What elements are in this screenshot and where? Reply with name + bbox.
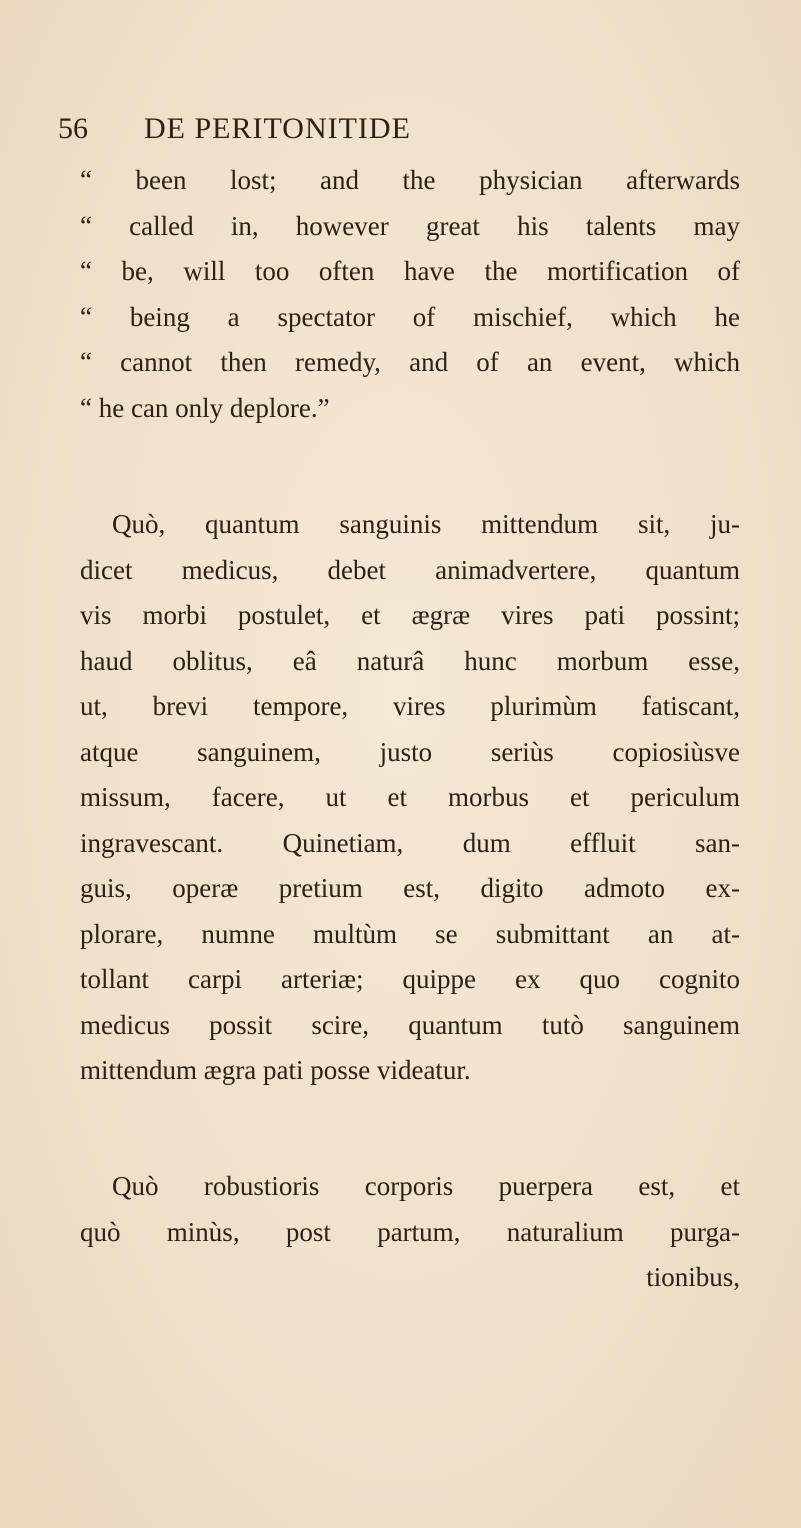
paragraph-line: ut, brevi tempore, vires plurimùm fatiscant, bbox=[80, 691, 740, 721]
paragraph-line: mittendum ægra pati posse videatur. bbox=[80, 1055, 471, 1085]
paragraph-line: Quò robustioris corporis puerpera est, et bbox=[112, 1171, 740, 1201]
catchword-line: tionibus, bbox=[646, 1262, 740, 1292]
paragraph-line: dicet medicus, debet animadvertere, quantum bbox=[80, 554, 740, 585]
quote-line: “ called in, however great his talents may bbox=[80, 210, 740, 241]
paragraph-1 bbox=[80, 502, 740, 1094]
quote-line: “ be, will too often have the mortification of bbox=[80, 256, 740, 286]
paragraph-line: vis morbi postulet, et ægræ vires pati possint; bbox=[80, 600, 740, 630]
paragraph-line: plorare, numne multùm se submittant an at- bbox=[80, 918, 740, 949]
paragraph-line: Quò, quantum sanguinis mittendum sit, ju- bbox=[112, 509, 740, 539]
paragraph-line: quò minùs, post partum, naturalium purga- bbox=[80, 1216, 740, 1247]
paragraph-line: tollant carpi arteriæ; quippe ex quo cognito bbox=[80, 964, 740, 994]
page-number: 56 bbox=[58, 112, 88, 145]
paragraph-2 bbox=[80, 1164, 740, 1301]
quote-line: “ been lost; and the physician afterwards bbox=[80, 165, 740, 195]
paragraph-line: ingravescant. Quinetiam, dum effluit san- bbox=[80, 827, 740, 858]
quote-line: “ he can only deplore.” bbox=[80, 392, 330, 423]
paragraph-line: haud oblitus, eâ naturâ hunc morbum esse, bbox=[80, 645, 740, 676]
paragraph-line: atque sanguinem, justo seriùs copiosiùsve bbox=[80, 736, 740, 767]
quote-line: “ being a spectator of mischief, which he bbox=[80, 301, 740, 332]
running-head: DE PERITONITIDE bbox=[144, 112, 411, 145]
paragraph-line: medicus possit scire, quantum tutò sanguinem bbox=[80, 1009, 740, 1040]
paragraph-line: guis, operæ pretium est, digito admoto ex- bbox=[80, 873, 740, 903]
quote-line: “ cannot then remedy, and of an event, which bbox=[80, 347, 740, 377]
page-header bbox=[58, 112, 758, 152]
paragraph-line: missum, facere, ut et morbus et periculum bbox=[80, 782, 740, 812]
quotation-block bbox=[80, 158, 740, 431]
